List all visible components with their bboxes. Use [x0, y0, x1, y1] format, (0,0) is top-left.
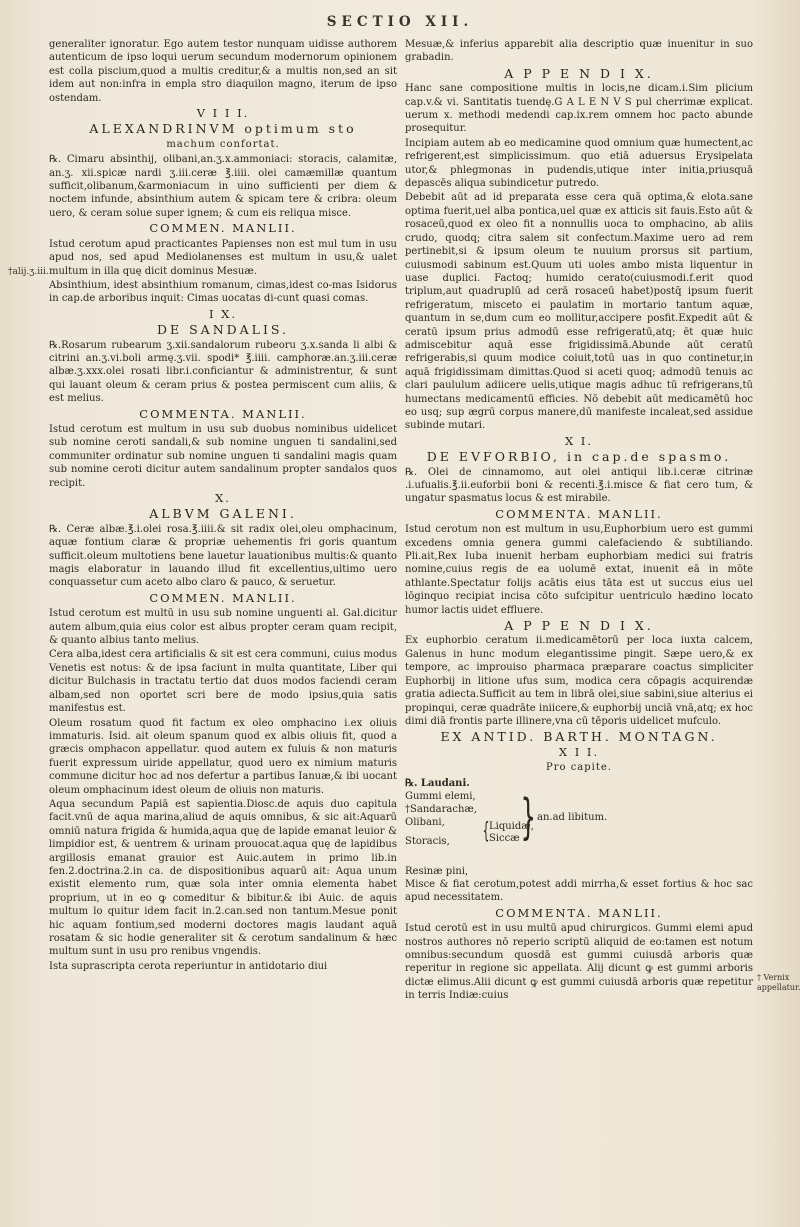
subheading: V I I I. [196, 106, 250, 121]
recipe-subtitle: Pro capite. [546, 762, 612, 774]
subheading: X. [215, 491, 231, 505]
paragraph: generaliter ignoratur. Ego autem testor nunquam uidisse authorem autenticum de ipso loqui uerum secundum modernorum opinionem est colla piscium,quod a multis creditur,& a multis non,sed an sit idem aut non:infra in empla stro diaquilon magno, iterum de ipso ostendam. [49, 39, 397, 104]
paragraph: Istud cerotum non est multum in usu,Euphorbium uero est gummi excedens omnia genera gummi calefaciendo & subtiliando. Pli.ait,Rex Iuba inuenit herbam euphorbiam medici sui fratris nomine,cuius regis de ea uolumē extat, inuenit eā in mōte athlante.Spectatur folijs acātis eius tāta est ut succus eius uel lōginquo recipiat incisa cōto sufcipitur uentriculo hædino locato humor lactis uidet effluere. [405, 524, 753, 616]
paragraph: Istud cerotū est in usu multū apud chirurgicos. Gummi elemi apud nostros authores nō reperio scriptū aliquid de eo:tamen est notum omnibus:secundum quosdā est gummi cuiusdā arboris quæ reperitur in regione sic appellata. Alij dicunt ꝙ est gummi arboris dictæ elimus.Alii dicunt ꝙ est gummi cuiusdā arboris quæ repetitur in terris Indiæ:cuius [405, 923, 753, 1002]
recipe-subitem: Siccæ [489, 832, 520, 844]
inner-brace-icon: { [482, 818, 490, 844]
subheading: X I I. [558, 744, 600, 759]
appendix-heading: A P P E N D I X. [504, 65, 654, 81]
recipe-item: Olibani, [405, 816, 445, 828]
paragraph: ℞. Ceræ albæ.℥.i.olei rosa.℥.iiii.& sit radix olei,oleu omphacinum, aquæ fontium claræ & propriæ uehementis fri goris quantum sufficit.oleum multotiens bene lauetur lauationibus multis:& quanto magis elaboratur in lauando illud fit excellentius,ultimo uero conquassetur cum aceto albo claro & pauco, & seruetur. [49, 523, 397, 589]
commentary-heading: COMMEN. MANLII. [149, 590, 297, 605]
commentary-heading: COMMENTA. MANLII. [495, 905, 663, 920]
recipe-title: DE EVFORBIO, in cap.de spasmo. [426, 449, 732, 465]
recipe-list [405, 777, 753, 865]
recipe-item: Resinæ pini, [405, 865, 469, 877]
commentary-heading: COMMEN. MANLII. [149, 221, 297, 236]
paragraph: Ex euphorbio ceratum ii.medicamētorū per loca iuxta calcem, Galenus in hunc modum elegantissime pingit. Sæpe uero,& ex tempore, ac improuiso pharmaca præparare coactus simpliciter Euphorbij in litione ufus sum, modica cera cōpagis acquirendæ gratia adiecta.Sufficit au tem in librā olei,siue sabini,siue alterius ei propinqui, ceræ quadrāte iniicere,& euphorbij unciā vnā,atq; ex hoc dimi diā frontis parte illinere,vna cū tēporis uidelicet mufculo. [405, 635, 753, 727]
paragraph: Hanc sane compositione multis in locis,ne dicam.i.Sim plicium cap.v.& vi. Santitatis tuendę.G A L E N V S pul cherrimæ explicat. uerum x. methodi medendi cap.ix.rem omnem hoc pacto abunde prosequitur. [405, 83, 753, 135]
paragraph: Istud cerotum apud practicantes Papienses non est mul tum in usu apud nos, sed apud Mediolanenses est multum in usu,& ualet multum in illa quę dicit dominus Mesuæ. [49, 238, 397, 277]
paragraph: Incipiam autem ab eo medicamine quod omnium quæ humectent,ac refrigerent,est simplicissimum. quo etiā aduersus Erysipelata utor,& phlegmonas in pudendis,utique inter initia,priusquā depascēs aliqua subindicetur putredo. [405, 137, 753, 190]
paragraph: ℞. Olei de cinnamomo, aut olei antiqui lib.i.ceræ citrinæ .i.ufualis.℥.ii.euforbii boni & recenti.℥.i.misce & fiat cero tum, & ungatur spasmatus locus & est mirabile. [405, 466, 753, 505]
recipe-subitem: Liquidæ, [489, 820, 534, 832]
commentary-heading: COMMENTA. MANLII. [495, 506, 663, 521]
subheading: I X. [208, 306, 238, 321]
paragraph: Absinthium, idest absinthium romanum, cimas,idest co-mas Isidorus in cap.de arboribus inquit: Cimas uocatas di-cunt quasi comas. [49, 279, 397, 305]
paragraph: Cera alba,idest cera artificialis & sit est cera communi, cuius modus Venetis est notus: & de ipsa faciunt in multa quantitate, Liber qui dicitur Bulchasis in tractatu tertio dat duos modos faciendi ceram albam,sed non oportet scri bere de modo ipsius,quia satis manifestus est. [49, 649, 397, 715]
recipe-title: ALEXANDRINVM optimum sto [89, 121, 357, 137]
subheading: X I. [564, 433, 594, 448]
paragraph: Istud cerotum est multū in usu sub nomine unguenti al. Gal.dicitur autem album,quia eius color est albus propter ceram quam recipit, & quanto albius tanto melius. [49, 608, 397, 647]
section-header: SECTIO XII. [326, 14, 474, 30]
recipe-item: Storacis, [405, 835, 450, 847]
recipe-item: Gummi elemi, [405, 790, 476, 802]
paragraph: ℞. Cimaru absinthij, olibani,an.ʒ.x.ammoniaci: storacis, calamitæ, an.ʒ. xii.spicæ nardi ʒ.iii.ceræ ℥.iiii. olei camæmillæ quantum sufficit,olibanum,&armoniacum in uino sufficienti per diem & noctem infunde, absinthium autem & spicam tere & cribra: oleum uero, & ceram solue super ignem; & cum eis reliqua misce. [49, 154, 397, 219]
recipe-item: †Sandarachæ, [405, 803, 477, 815]
source-heading: EX ANTID. BARTH. MONTAGN. [440, 729, 718, 745]
paragraph: Mesuæ,& inferius apparebit alia descriptio quæ inuenitur in suo grabadin. [405, 39, 753, 64]
paragraph: Misce & fiat cerotum,potest addi mirrha,& esset fortius & hoc sac apud necessitatem. [405, 878, 753, 904]
paragraph: Oleum rosatum quod fit factum ex oleo omphacino i.ex oliuis immaturis. Isid. ait oleum spanum quod ex albis oliuis fit, quod a græcis omphacon appellatur. quod autem ex fuluis & non maturis fuerit expressum uiride appellatur, quod uero ex nimium maturis commune dicitur hoc ad nos defertur a partibus Ianuæ,& ibi uocant oleum omphacinum idest oleum de oliuis non maturis. [49, 717, 397, 796]
appendix-heading: A P P E N D I X. [504, 618, 654, 634]
margin-note-right: † Vernix appellatur. [757, 973, 800, 992]
recipe-quantity: an.ad libitum. [537, 811, 608, 823]
commentary-heading: COMMENTA. MANLII. [139, 406, 307, 421]
paragraph: ℞.Rosarum rubearum ʒ.xii.sandalorum rubeoru ʒ.x.sanda li albi & citrini an.ʒ.vi.boli armę.ʒ.vii. spodi* ℥.iiii. camphoræ.an.ʒ.iii.ceræ albæ.ʒ.xxx.olei rosati libr.i.conficiantur & administrentur, & sunt qui lauant oleum & ceram prius & postea permiscent cum aliis, & est melius. [49, 339, 397, 405]
recipe-subtitle: machum confortat. [166, 138, 280, 150]
paragraph: Ista suprascripta cerota reperiuntur in antidotario diui [49, 960, 328, 972]
paragraph: Debebit aūt ad id preparata esse cera quā optima,& elota.sane optima fuerit,uel alba pontica,uel quæ ex atticis sit fauis.Esto aūt & rosaceū,quod ex oleo fit a nonnullis uoca to omphacino, ab aliis crudo, quodq; citra salem sit confectum.Maxime uero ad rem pertinebit,si & ipsum oleum te nuuium prorsus sit partium, cuiusmodi sabinum est.Quum uti uoles ambo mista liquentur in uase duplici. Factoq; humido cerato(cuiusmodi.f.erit quod triplum,aut quadruplū ad cerā rosaceū habet)postq̄ ipsum fuerit refrigeratum, misceto ei paulatim in mortario tantum aquæ, quantum in se,dum cum eo mollitur,accipere posfit.Expedit aūt & ceratū ipsum prius admodū esse refrigeratū,atq; ēt quæ huic admiscebitur aquā esse frigidissimā.Abunde aūt ceratū refrigerabis,si quum modice coiuit,totū uas in quo continetur,in aquā frigidissimam dimittas.Quod si aceti quoq; admodū tenuis ac clari paululum adiicere uelis,utique magis adhuc tū refrigerans,tū humectans medicamentū efficies. Nō debebit aūt medicamētū hoc eo usq; sup ægrū corpus manere,dū manifeste incaleat,sed assidue subinde mutari. [405, 192, 753, 432]
brace-icon: } [520, 788, 536, 845]
right-column [405, 38, 753, 1004]
recipe-title: ALBVM GALENI. [149, 506, 297, 522]
left-column [49, 38, 397, 974]
margin-note-left: †alij.ʒ.iii. [8, 267, 49, 277]
paragraph: Aqua secundum Papiā est sapientia.Diosc.de aquis duo capitula facit.vnū de aqua marina,aliud de aquis omnibus, & sic ait:Aquarū omniū natura frigida & humida,aqua quę de lapide emanat leuior & limpidior est, & uentrem & urinam prouocat.aqua quę de lapidibus argillosis emanat grauior est Auic.autem in primo lib.in fen.2.doctrina.2.in ca. de dispositionibus aquarū ait: Aqua unum existit elemento rum, quæ sola inter omnia elementa habet proprium, ut in eo ꝙ comeditur & bibitur.& ibi Auic. de aquis multum lo quitur idem facit in.2.can.sed non tantum.Mesue ponit hic aquam fontium,sed moderni doctores magis laudant aquā rosatam & sic hodie generaliter sit & cerotum sandalinum & hæc multum sunt in usu pro renibus vngendis. [49, 798, 397, 958]
recipe-title: DE SANDALIS. [156, 322, 290, 338]
recipe-item: ℞. Laudani. [405, 777, 470, 789]
paragraph: Istud cerotum est multum in usu sub duobus nominibus uidelicet sub nomine ceroti sandali,& sub nomine unguen ti sandalini,sed communiter ordinatur sub nomine unguen ti sandalini magis quam sub nomine ceroti dicitur autem sandalinum propter sandalos quos recipit. [49, 423, 397, 489]
